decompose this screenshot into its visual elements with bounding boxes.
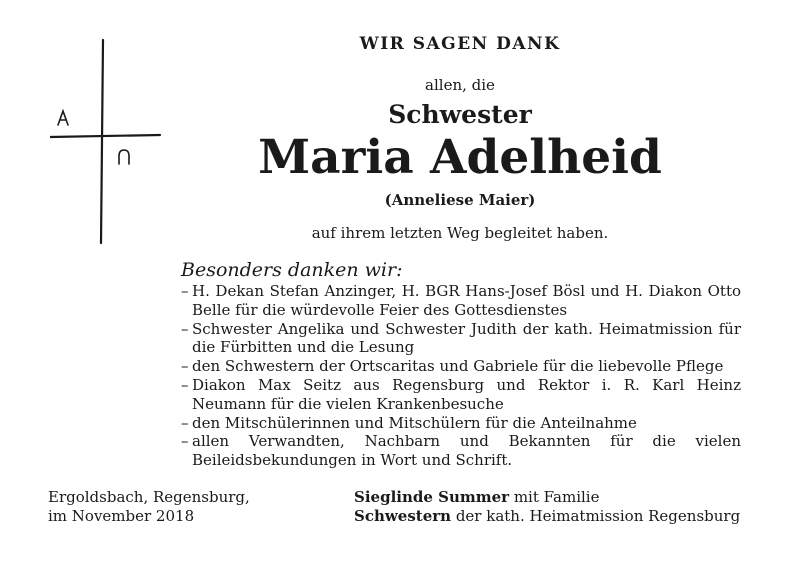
list-item: – Schwester Angelika und Schwester Judith der kath. Heimatmission für die Fürbitten und die Lesung: [181, 320, 741, 358]
list-item: – den Schwestern der Ortscaritas und Gabriele für die liebevolle Pflege: [181, 357, 741, 376]
thanks-heading: Besonders danken wir:: [181, 259, 403, 281]
alpha-omega-cross-icon: [50, 38, 170, 248]
closing-line: auf ihrem letzten Weg begleitet haben.: [311, 224, 609, 242]
list-item: – allen Verwandten, Nachbarn und Bekannten für die vielen Beileidsbekundungen in Wort und Schrift.: [181, 432, 741, 470]
date: im November 2018: [48, 507, 195, 525]
signatory-suffix: mit Familie: [509, 488, 600, 506]
list-item: – Diakon Max Seitz aus Regensburg und Rektor i. R. Karl Heinz Neumann für die vielen Krankenbesuche: [181, 376, 741, 414]
signatory-line-1: [354, 488, 740, 507]
deceased-name: Maria Adelheid: [258, 130, 662, 185]
page-title: WIR SAGEN DANK: [359, 34, 561, 54]
list-item: – H. Dekan Stefan Anzinger, H. BGR Hans-Josef Bösl und H. Diakon Otto Belle für die würdevolle Feier des Gottesdienstes: [181, 282, 741, 320]
signatory-line-2: [354, 507, 740, 526]
place: Ergoldsbach, Regensburg,: [48, 488, 250, 506]
deceased-title: Schwester: [388, 100, 532, 129]
thanks-list: [181, 282, 741, 470]
signatory-name: Sieglinde Summer: [354, 488, 510, 506]
signatories: [354, 488, 740, 526]
signatory-group-suffix: der kath. Heimatmission Regensburg: [451, 507, 741, 525]
list-item: – den Mitschülerinnen und Mitschülern für die Anteilnahme: [181, 414, 741, 433]
birth-name: (Anneliese Maier): [384, 191, 536, 209]
signatory-group: Schwestern: [354, 507, 452, 525]
intro-text: allen, die: [425, 76, 495, 94]
place-date: [48, 488, 250, 526]
